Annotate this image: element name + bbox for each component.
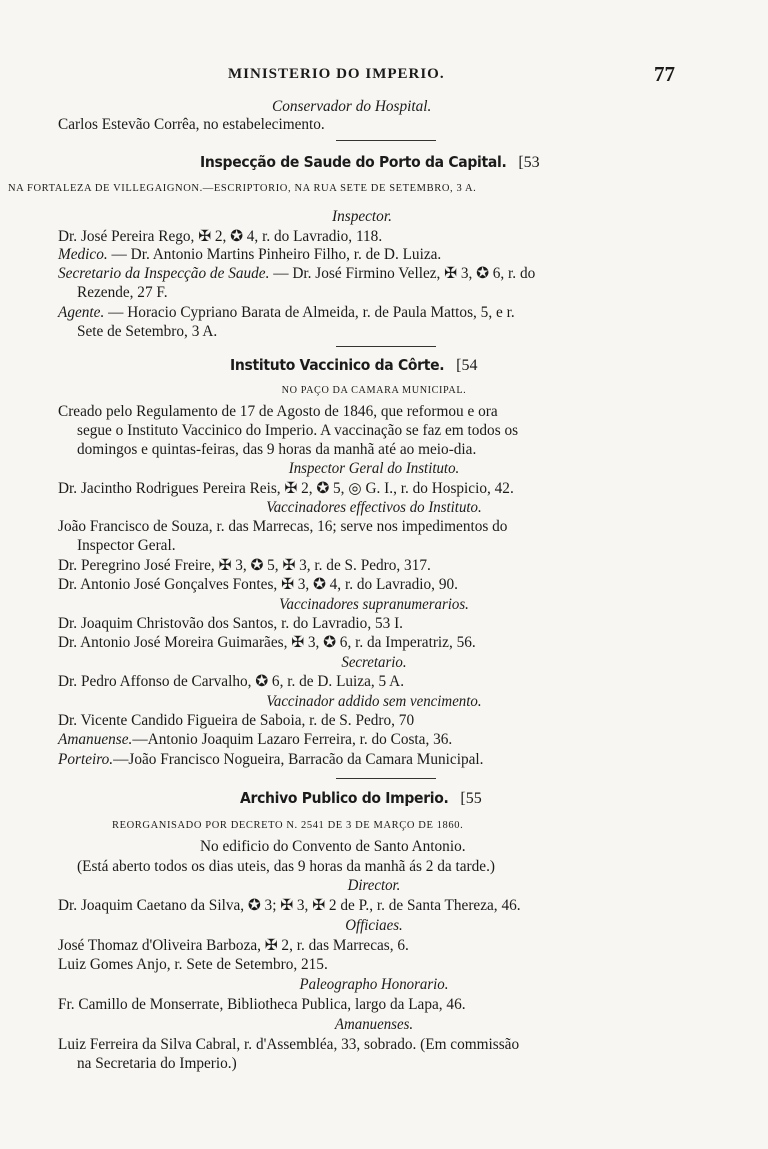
- paragraph-line: (Está aberto todos os dias uteis, das 9 horas da manhã ás 2 da tarde.): [77, 858, 495, 875]
- entry-line: Medico. — Dr. Antonio Martins Pinheiro Filho, r. de D. Luiza.: [58, 246, 442, 263]
- entry-line: João Francisco de Souza, r. das Marrecas, 16; serve nos impedimentos do: [58, 518, 508, 535]
- entry-line: Dr. Pedro Affonso de Carvalho, ✪ 6, r. de D. Luiza, 5 A.: [58, 673, 405, 690]
- section-subtitle: NA FORTALEZA DE VILLEGAIGNON.—ESCRIPTORIO, NA RUA SETE DE SETEMBRO, 3 A.: [8, 183, 477, 194]
- section-heading-55: Archivo Publico do Imperio. [55: [240, 789, 482, 807]
- entry-line: Dr. Joaquim Christovão dos Santos, r. do Lavradio, 53 I.: [58, 615, 404, 632]
- role-heading: Paleographo Honorario.: [299, 976, 449, 993]
- role-heading: Vaccinadores supranumerarios.: [279, 596, 469, 613]
- entry-line: Inspector Geral.: [77, 537, 176, 554]
- entry-line: José Thomaz d'Oliveira Barboza, ✠ 2, r. das Marrecas, 6.: [58, 937, 409, 954]
- paragraph-line: No edificio do Convento de Santo Antonio.: [200, 838, 466, 855]
- divider: [336, 346, 436, 347]
- entry-line: Fr. Camillo de Monserrate, Bibliotheca Publica, largo da Lapa, 46.: [58, 996, 466, 1013]
- section-subtitle: NO PAÇO DA CAMARA MUNICIPAL.: [281, 385, 467, 396]
- entry-line: Dr. Antonio José Gonçalves Fontes, ✠ 3, ✪ 4, r. do Lavradio, 90.: [58, 576, 458, 593]
- paragraph-line: Creado pelo Regulamento de 17 de Agosto de 1846, que reformou e ora: [58, 403, 498, 420]
- entry-line: na Secretaria do Imperio.): [77, 1055, 237, 1072]
- entry-line: Dr. Joaquim Caetano da Silva, ✪ 3; ✠ 3, ✠ 2 de P., r. de Santa Thereza, 46.: [58, 897, 521, 914]
- section-subtitle: REORGANISADO POR DECRETO N. 2541 DE 3 DE MARÇO DE 1860.: [112, 820, 464, 831]
- entry-line: Dr. Jacintho Rodrigues Pereira Reis, ✠ 2, ✪ 5, ◎ G. I., r. do Hospicio, 42.: [58, 480, 514, 497]
- section-heading-53: Inspecção de Saude do Porto da Capital. [53: [200, 153, 540, 171]
- entry-line: Rezende, 27 F.: [77, 284, 168, 301]
- entry-line: Luiz Gomes Anjo, r. Sete de Setembro, 215.: [58, 956, 328, 973]
- entry-line: Dr. José Pereira Rego, ✠ 2, ✪ 4, r. do Lavradio, 118.: [58, 228, 383, 245]
- role-heading: Inspector Geral do Instituto.: [288, 460, 460, 477]
- role-heading: Officiaes.: [345, 917, 403, 934]
- section-heading-54: Instituto Vaccinico da Côrte. [54: [230, 356, 478, 374]
- role-heading: Director.: [347, 877, 401, 894]
- role-heading: Secretario.: [341, 654, 407, 671]
- entry-line: Amanuense.—Antonio Joaquim Lazaro Ferreira, r. do Costa, 36.: [58, 731, 453, 748]
- running-header: MINISTERIO DO IMPERIO.: [228, 66, 445, 82]
- entry-line: Luiz Ferreira da Silva Cabral, r. d'Assembléa, 33, sobrado. (Em commissão: [58, 1036, 520, 1053]
- subheading-conservador: Conservador do Hospital.: [272, 98, 432, 115]
- entry-line: Secretario da Inspecção de Saude. — Dr. José Firmino Vellez, ✠ 3, ✪ 6, r. do: [58, 265, 536, 282]
- role-heading: Amanuenses.: [334, 1016, 414, 1033]
- page-number: 77: [654, 62, 675, 86]
- paragraph-line: domingos e quintas-feiras, das 9 horas da manhã até ao meio-dia.: [77, 441, 477, 458]
- entry-line: Dr. Vicente Candido Figueira de Saboia, r. de S. Pedro, 70: [58, 712, 415, 729]
- entry-line: Dr. Antonio José Moreira Guimarães, ✠ 3, ✪ 6, r. da Imperatriz, 56.: [58, 634, 476, 651]
- role-heading: Vaccinadores effectivos do Instituto.: [266, 499, 482, 516]
- entry-line: Dr. Peregrino José Freire, ✠ 3, ✪ 5, ✠ 3, r. de S. Pedro, 317.: [58, 557, 431, 574]
- paragraph-line: segue o Instituto Vaccinico do Imperio. A vaccinação se faz em todos os: [77, 422, 519, 439]
- entry-line: Porteiro.—João Francisco Nogueira, Barracão da Camara Municipal.: [58, 751, 484, 768]
- role-heading: Inspector.: [332, 208, 392, 225]
- entry-line: Agente. — Horacio Cypriano Barata de Almeida, r. de Paula Mattos, 5, e r.: [58, 304, 515, 321]
- role-heading: Vaccinador addido sem vencimento.: [266, 693, 482, 710]
- entry-line: Carlos Estevão Corrêa, no estabelecimento.: [58, 116, 325, 133]
- divider: [336, 140, 436, 141]
- divider: [336, 778, 436, 779]
- entry-line: Sete de Setembro, 3 A.: [77, 323, 218, 340]
